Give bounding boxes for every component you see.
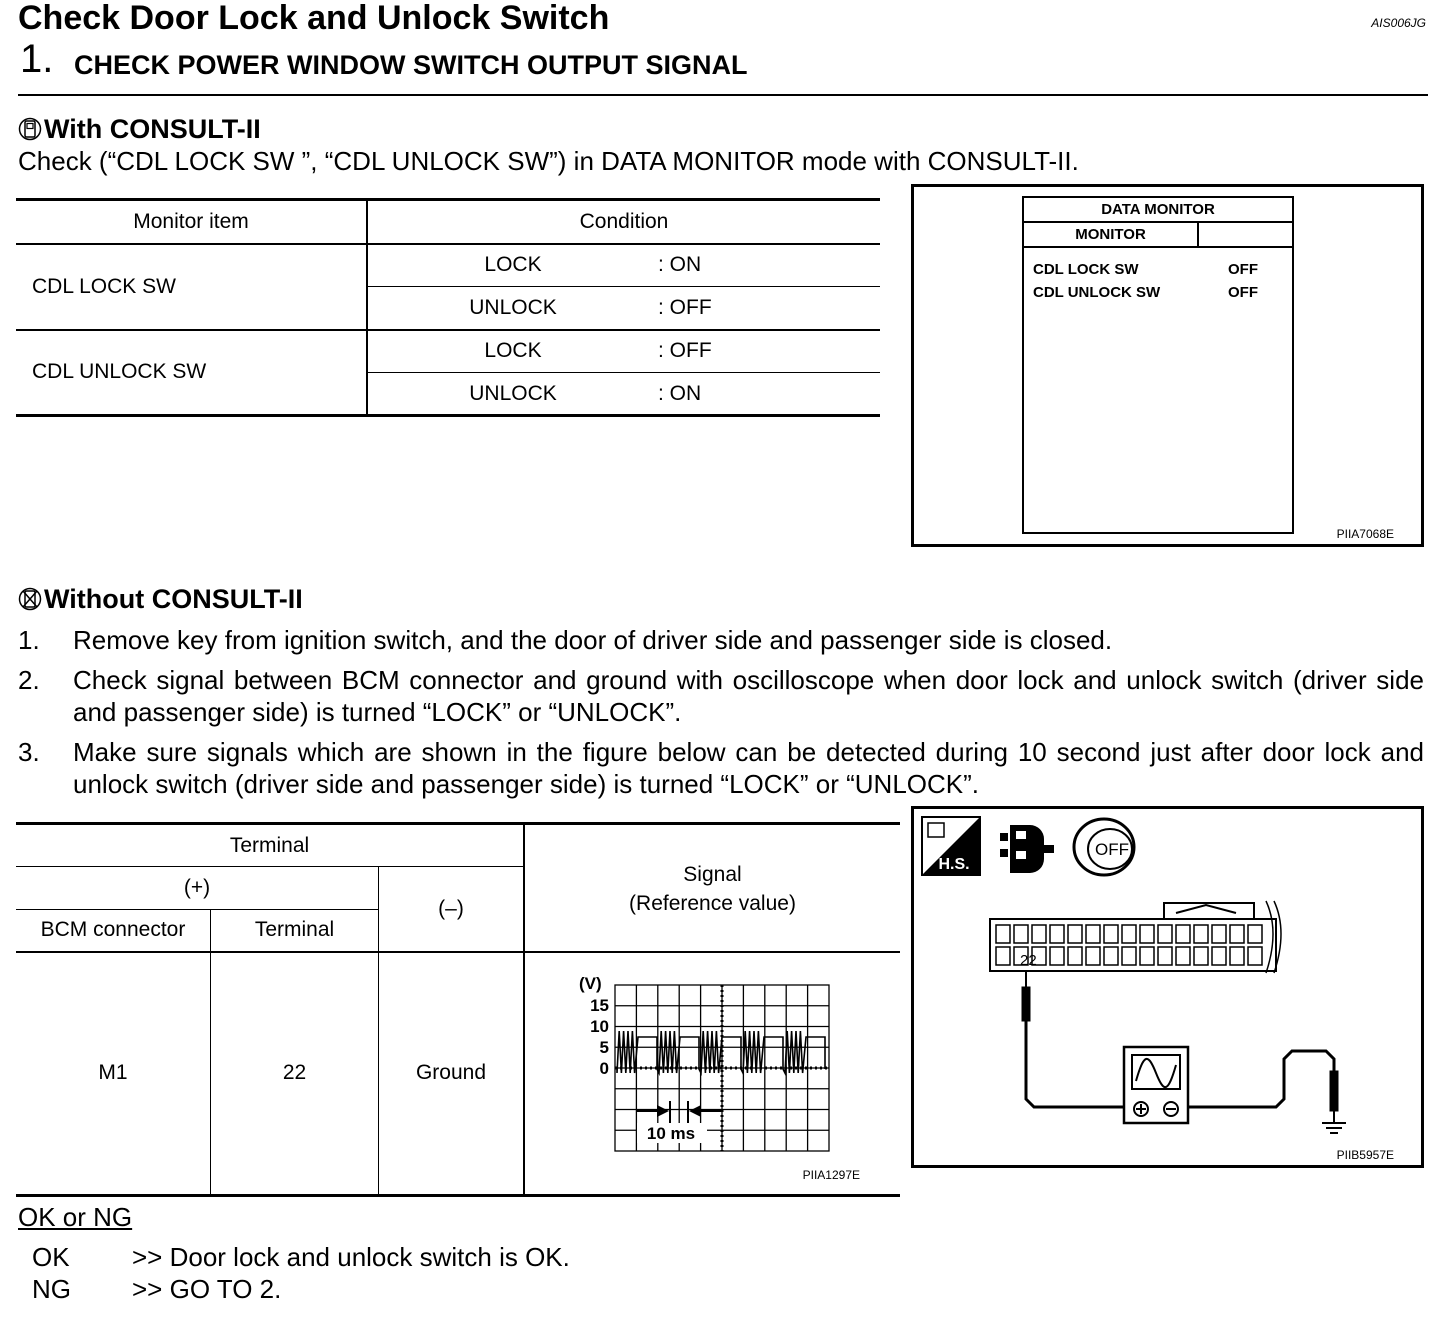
consult-tool-icon bbox=[18, 116, 42, 142]
terminal-22-label: 22 bbox=[1020, 952, 1037, 969]
oscilloscope-waveform bbox=[575, 973, 835, 1163]
connector-cavity bbox=[1122, 925, 1136, 943]
condition-state: UNLOCK bbox=[469, 295, 557, 319]
screen-item-value: OFF bbox=[1228, 261, 1258, 278]
connector-cell: M1 bbox=[16, 952, 211, 1196]
signal-header-line2: (Reference value) bbox=[629, 892, 796, 915]
plus-header: (+) bbox=[16, 867, 379, 910]
minus-header: (–) bbox=[379, 867, 525, 952]
data-monitor-figure bbox=[911, 184, 1424, 547]
result-ng-key: NG bbox=[32, 1274, 71, 1304]
ignition-off-icon bbox=[1074, 819, 1134, 875]
list-item-number: 3. bbox=[18, 737, 40, 767]
title-divider bbox=[18, 94, 1428, 96]
connector-cavity bbox=[1086, 925, 1100, 943]
list-item-number: 2. bbox=[18, 665, 40, 695]
step-number: 1. bbox=[20, 37, 54, 81]
connector-cavity bbox=[1194, 947, 1208, 965]
disconnect-connector-icon bbox=[1000, 825, 1054, 873]
monitor-item-cdl-unlock-sw: CDL UNLOCK SW bbox=[16, 330, 367, 416]
off-label: OFF bbox=[1095, 840, 1129, 859]
monitor-item-cdl-lock-sw: CDL LOCK SW bbox=[16, 244, 367, 330]
connector-cavity bbox=[1140, 925, 1154, 943]
result-ok-key: OK bbox=[32, 1242, 70, 1272]
y-tick: 0 bbox=[599, 1058, 609, 1078]
procedure-list bbox=[18, 624, 1424, 808]
condition-state: UNLOCK bbox=[469, 381, 557, 405]
connector-cavity bbox=[996, 925, 1010, 943]
result-ok-text: >> Door lock and unlock switch is OK. bbox=[132, 1242, 570, 1272]
signal-header-line1: Signal bbox=[683, 863, 742, 886]
without-consult-heading bbox=[18, 584, 303, 615]
figure-code: PIIA7068E bbox=[1336, 527, 1394, 541]
wiring-figure-code: PIIB5957E bbox=[1336, 1148, 1394, 1162]
with-consult-label: With CONSULT-II bbox=[44, 114, 261, 144]
without-consult-label: Without CONSULT-II bbox=[44, 584, 303, 614]
result-heading: OK or NG bbox=[18, 1202, 133, 1232]
signal-cell bbox=[524, 952, 900, 1196]
terminal-cell: 22 bbox=[211, 952, 379, 1196]
wiring-diagram bbox=[914, 809, 1421, 1165]
y-tick: 5 bbox=[599, 1037, 609, 1057]
condition-value: : ON bbox=[658, 253, 702, 277]
list-item-text: Remove key from ignition switch, and the door of driver side and passenger side is closed. bbox=[73, 625, 1113, 655]
no-consult-icon bbox=[18, 586, 42, 612]
list-item-number: 1. bbox=[18, 625, 40, 655]
list-item-text: Make sure signals which are shown in the figure below can be detected during 10 second just after door lock and unlock switch (driver side and passenger side) is turned “LOCK” or “UNLOCK”. bbox=[73, 737, 1424, 799]
list-item bbox=[18, 736, 1424, 800]
screen-row bbox=[1033, 281, 1292, 304]
connector-cavity bbox=[1248, 947, 1262, 965]
y-tick: 15 bbox=[590, 995, 609, 1015]
condition-value: : OFF bbox=[658, 339, 712, 363]
voltage-unit: (V) bbox=[579, 973, 602, 993]
y-tick: 10 bbox=[590, 1016, 609, 1036]
screen-title: DATA MONITOR bbox=[1024, 198, 1292, 223]
connector-cavity bbox=[1158, 925, 1172, 943]
connector-cavity bbox=[1032, 925, 1046, 943]
connector-cavity bbox=[1068, 925, 1082, 943]
list-item bbox=[18, 664, 1424, 728]
screen-item-name: CDL LOCK SW bbox=[1033, 261, 1139, 278]
signal-header bbox=[524, 824, 900, 952]
ground-cell: Ground bbox=[379, 952, 525, 1196]
oscilloscope-icon bbox=[1124, 1047, 1188, 1123]
wiring-figure bbox=[911, 806, 1424, 1168]
condition-state: LOCK bbox=[484, 339, 542, 363]
connector-cavity bbox=[1212, 947, 1226, 965]
connector-cavity bbox=[1230, 947, 1244, 965]
consult-instruction: Check (“CDL LOCK SW ”, “CDL UNLOCK SW”) in DATA MONITOR mode with CONSULT-II. bbox=[18, 146, 1079, 176]
condition-header: Condition bbox=[579, 209, 669, 233]
page-title: Check Door Lock and Unlock Switch bbox=[18, 0, 610, 37]
connector-cavity bbox=[1122, 947, 1136, 965]
bcm-connector-header: BCM connector bbox=[16, 910, 211, 952]
connector-cavity bbox=[1212, 925, 1226, 943]
doc-code: AIS006JG bbox=[1371, 16, 1426, 30]
terminal-col-header: Terminal bbox=[211, 910, 379, 952]
screen-item-name: CDL UNLOCK SW bbox=[1033, 284, 1161, 301]
with-consult-heading bbox=[18, 114, 261, 145]
screen-row bbox=[1033, 258, 1292, 281]
result-ng-text: >> GO TO 2. bbox=[132, 1274, 282, 1304]
connector-cavity bbox=[1050, 947, 1064, 965]
connector-cavity bbox=[1068, 947, 1082, 965]
connector-cavity bbox=[996, 947, 1010, 965]
scope-figure-code: PIIA1297E bbox=[802, 1168, 860, 1182]
monitor-item-header: Monitor item bbox=[16, 200, 367, 244]
connector-cavity bbox=[1086, 947, 1100, 965]
connector-cavity bbox=[1104, 925, 1118, 943]
hs-label: H.S. bbox=[938, 856, 970, 873]
connector-cavity bbox=[1230, 925, 1244, 943]
connector-cavity bbox=[1014, 925, 1028, 943]
connector-cavity bbox=[1176, 947, 1190, 965]
condition-value: : OFF bbox=[658, 295, 712, 319]
screen-item-value: OFF bbox=[1228, 284, 1258, 301]
connector-cavity bbox=[1158, 947, 1172, 965]
list-item-text: Check signal between BCM connector and ground with oscilloscope when door lock and unlock switch (driver side and passenger side) is turned “LOCK” or “UNLOCK”. bbox=[73, 665, 1424, 727]
connector-cavity bbox=[1248, 925, 1262, 943]
connector-cavity bbox=[1194, 925, 1208, 943]
terminal-header: Terminal bbox=[16, 824, 524, 867]
connector-cavity bbox=[1050, 925, 1064, 943]
connector-cavity bbox=[1176, 925, 1190, 943]
connector-cavity bbox=[1140, 947, 1154, 965]
condition-value: : ON bbox=[658, 381, 702, 405]
list-item bbox=[18, 624, 1424, 656]
connector-cavity bbox=[1104, 947, 1118, 965]
terminal-table bbox=[16, 822, 900, 1197]
screen-monitor-label: MONITOR bbox=[1024, 223, 1199, 246]
time-label: 10 ms bbox=[646, 1123, 696, 1143]
monitor-table bbox=[16, 198, 880, 417]
step-title: CHECK POWER WINDOW SWITCH OUTPUT SIGNAL bbox=[74, 50, 748, 80]
harness-side-icon bbox=[922, 817, 980, 875]
consult-screen bbox=[1022, 196, 1294, 534]
condition-state: LOCK bbox=[484, 253, 542, 277]
